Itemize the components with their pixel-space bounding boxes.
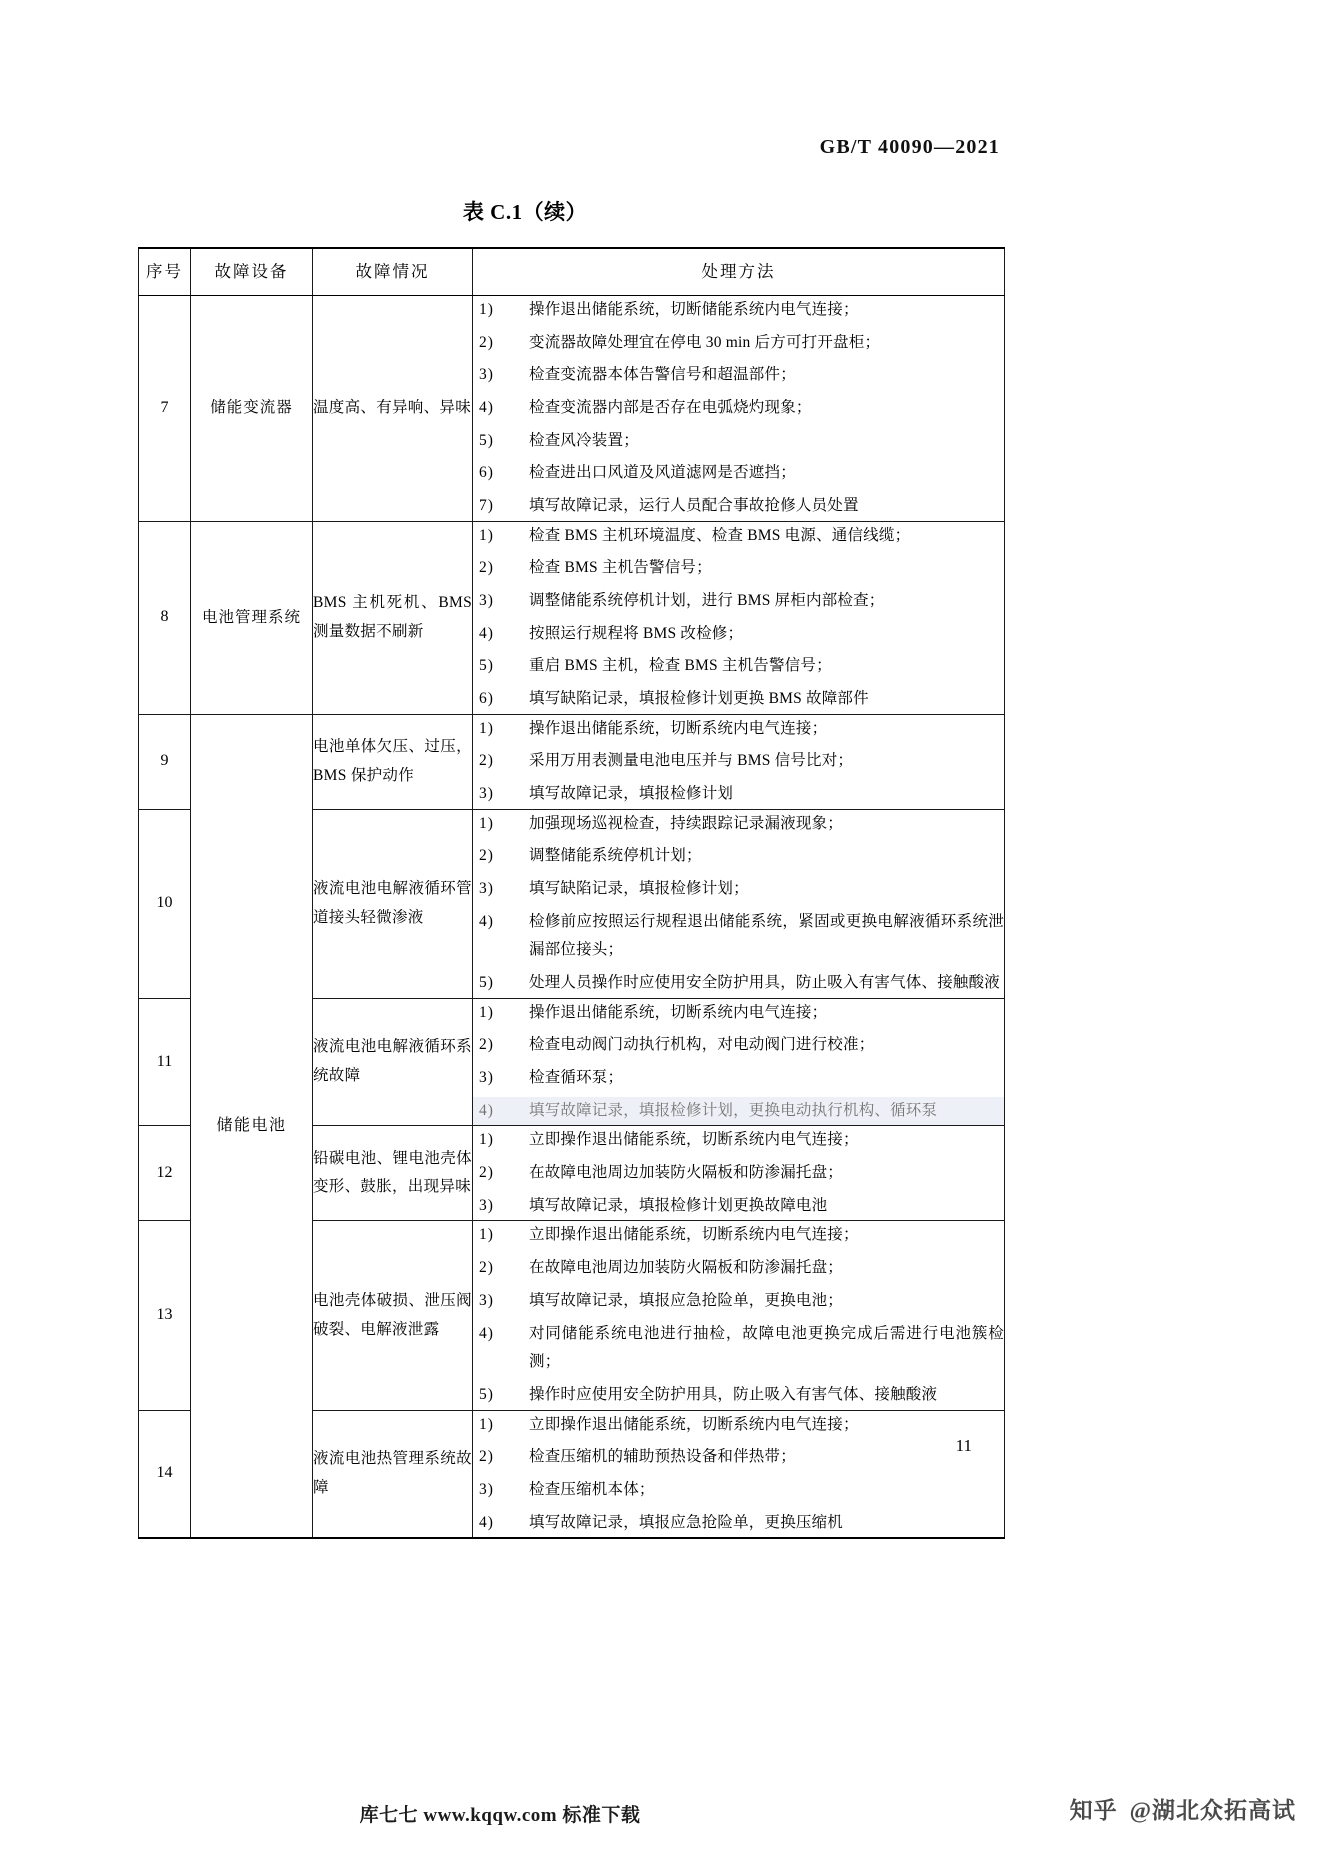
action-item: 检修前应按照运行规程退出储能系统，紧固或更换电解液循环系统泄漏部位接头； [529, 912, 1004, 959]
cell-actions [473, 1410, 1005, 1538]
table-body [139, 296, 1005, 1539]
action-item: 填写故障记录，填报检修计划更换故障电池 [529, 1196, 828, 1214]
action-item: 立即操作退出储能系统，切断系统内电气连接； [529, 1226, 859, 1244]
zhihu-username: @湖北众拓高试 [1129, 1798, 1296, 1823]
cell-actions [473, 809, 1005, 998]
action-item: 填写故障记录，填报应急抢险单，更换压缩机 [529, 1513, 844, 1531]
cell-case: 温度高、有异响、异味 [313, 296, 473, 522]
cell-no: 8 [139, 521, 191, 714]
action-list [473, 522, 1004, 714]
action-item: 重启 BMS 主机，检查 BMS 主机告警信号； [529, 657, 832, 675]
action-item: 在故障电池周边加装防火隔板和防渗漏托盘； [529, 1259, 844, 1277]
action-item: 立即操作退出储能系统，切断系统内电气连接； [529, 1131, 859, 1149]
cell-no: 11 [139, 998, 191, 1126]
cell-case: 铅碳电池、锂电池壳体变形、鼓胀，出现异味 [313, 1126, 473, 1221]
zhihu-watermark [1070, 1792, 1296, 1825]
cell-actions [473, 521, 1005, 714]
action-item: 操作时应使用安全防护用具，防止吸入有害气体、接触酸液 [529, 1385, 938, 1403]
action-item: 填写故障记录，运行人员配合事故抢修人员处置 [529, 497, 859, 515]
site-watermark: 库七七 www.kqqw.com 标准下载 [359, 1805, 641, 1826]
cell-case: 液流电池电解液循环管道接头轻微渗液 [313, 809, 473, 998]
table-row [139, 521, 1005, 714]
action-item: 检查电动阀门动执行机构，对电动阀门进行校准； [529, 1036, 875, 1054]
action-item: 立即操作退出储能系统，切断系统内电气连接； [529, 1415, 859, 1433]
action-item: 对同储能系统电池进行抽检，故障电池更换完成后需进行电池簇检测； [529, 1324, 1004, 1371]
action-item: 按照运行规程将 BMS 改检修； [529, 624, 744, 642]
cell-actions [473, 714, 1005, 809]
cell-case: 电池单体欠压、过压，BMS 保护动作 [313, 714, 473, 809]
action-item: 操作退出储能系统，切断储能系统内电气连接； [529, 301, 859, 318]
action-item: 检查变流器内部是否存在电弧烧灼现象； [529, 399, 812, 417]
cell-device: 储能变流器 [191, 296, 313, 522]
standard-code-header: GB/T 40090—2021 [819, 136, 1000, 158]
page-number: 11 [955, 1436, 972, 1455]
action-item: 检查风冷装置； [529, 431, 639, 449]
col-header-action: 处理方法 [473, 248, 1005, 296]
cell-no: 13 [139, 1221, 191, 1410]
cell-no: 14 [139, 1410, 191, 1538]
action-item: 填写故障记录，填报检修计划，更换电动执行机构、循环泵 [473, 1097, 1004, 1126]
action-item: 调整储能系统停机计划； [529, 847, 702, 865]
action-list [473, 1221, 1004, 1409]
table-row [139, 296, 1005, 522]
action-list [473, 296, 1004, 521]
cell-no: 12 [139, 1126, 191, 1221]
action-item: 处理人员操作时应使用安全防护用具，防止吸入有害气体、接触酸液 [529, 974, 1001, 992]
cell-case: 电池壳体破损、泄压阀破裂、电解液泄露 [313, 1221, 473, 1410]
action-item: 检查变流器本体告警信号和超温部件； [529, 366, 796, 384]
cell-device: 电池管理系统 [191, 521, 313, 714]
cell-actions [473, 296, 1005, 522]
action-item: 检查压缩机本体； [529, 1480, 655, 1498]
cell-actions [473, 1126, 1005, 1221]
cell-actions [473, 1221, 1005, 1410]
action-list [473, 1126, 1004, 1220]
action-item: 填写故障记录，填报应急抢险单，更换电池； [529, 1291, 844, 1309]
action-item: 在故障电池周边加装防火隔板和防渗漏托盘； [529, 1164, 844, 1182]
cell-case: 液流电池热管理系统故障 [313, 1410, 473, 1538]
zhihu-logo: 知乎 [1069, 1798, 1118, 1823]
action-item: 操作退出储能系统，切断系统内电气连接； [529, 1003, 828, 1021]
table-caption: 表 C.1（续） [462, 200, 588, 224]
cell-no: 10 [139, 809, 191, 998]
action-item: 填写缺陷记录，填报检修计划； [529, 880, 749, 898]
col-header-case: 故障情况 [313, 248, 473, 296]
cell-device-group: 储能电池 [191, 714, 313, 1538]
action-list [473, 999, 1004, 1126]
action-item: 填写故障记录，填报检修计划 [529, 785, 734, 803]
action-item: 填写缺陷记录，填报检修计划更换 BMS 故障部件 [529, 690, 869, 708]
action-item: 检查循环泵； [529, 1069, 624, 1087]
cell-actions [473, 998, 1005, 1126]
fault-handling-table-wrap [138, 247, 1004, 1539]
action-item: 变流器故障处理宜在停电 30 min 后方可打开盘柜； [529, 333, 881, 351]
action-item: 检查 BMS 主机告警信号； [529, 559, 712, 577]
table-row [139, 714, 1005, 809]
action-list [473, 1411, 1004, 1538]
cell-no: 7 [139, 296, 191, 522]
action-item: 检查压缩机的辅助预热设备和伴热带； [529, 1448, 796, 1466]
action-item: 调整储能系统停机计划，进行 BMS 屏柜内部检查； [529, 592, 885, 610]
col-header-device: 故障设备 [191, 248, 313, 296]
cell-case: 液流电池电解液循环系统故障 [313, 998, 473, 1126]
action-list [473, 810, 1004, 998]
action-item: 采用万用表测量电池电压并与 BMS 信号比对； [529, 752, 854, 770]
action-item: 加强现场巡视检查，持续跟踪记录漏液现象； [529, 814, 844, 832]
cell-no: 9 [139, 714, 191, 809]
action-item: 检查 BMS 主机环境温度、检查 BMS 电源、通信线缆； [529, 526, 911, 544]
table-header-row [139, 248, 1005, 296]
action-item: 检查进出口风道及风道滤网是否遮挡； [529, 464, 796, 482]
action-item: 操作退出储能系统，切断系统内电气连接； [529, 719, 828, 737]
fault-handling-table [138, 247, 1005, 1539]
action-list [473, 715, 1004, 809]
cell-case: BMS 主机死机、BMS 测量数据不刷新 [313, 521, 473, 714]
col-header-no: 序号 [139, 248, 191, 296]
